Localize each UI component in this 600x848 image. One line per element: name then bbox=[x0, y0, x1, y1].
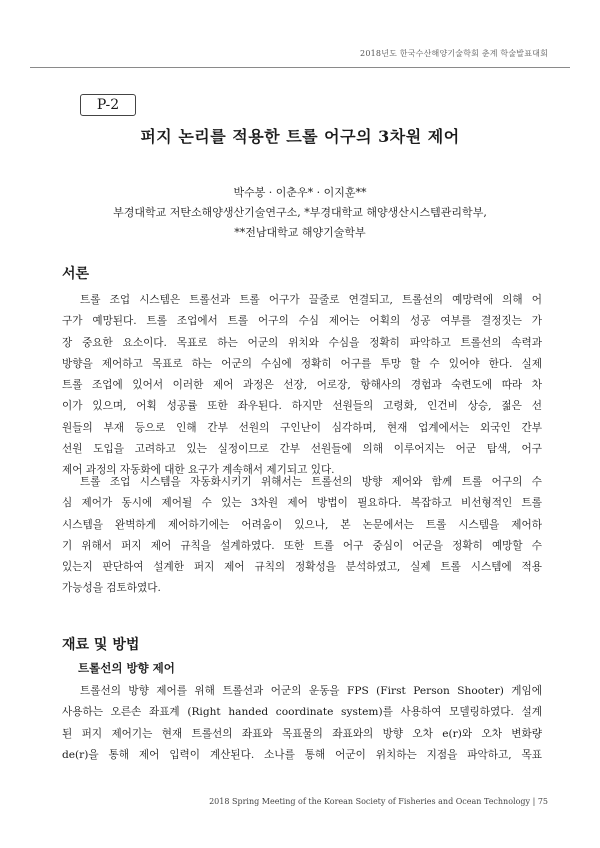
text-line: 가능성을 검토하였다. bbox=[62, 582, 161, 595]
text-line: 방향을 제어하고 목표로 하는 어군의 수심에 정확히 어구를 투망 할 수 있어야 한다. 실제 bbox=[62, 357, 542, 370]
text-line: 이가 있으며, 어획 성공률 또한 좌우된다. 하지만 선원들의 고령화, 인건비 상승, 젊은 선 bbox=[62, 400, 542, 413]
author-names: 박수봉 · 이춘우* · 이지훈** bbox=[233, 186, 367, 199]
affiliation-line-2: **전남대학교 해양기술학부 bbox=[234, 226, 366, 239]
intro-paragraph-1 bbox=[62, 290, 542, 482]
intro-paragraph-2 bbox=[62, 472, 542, 600]
text-line: 장 중요한 요소이다. 목표로 하는 어군의 위치와 수심을 정확히 파악하고 트롤선의 속력과 bbox=[62, 336, 542, 349]
header-rule bbox=[30, 67, 570, 68]
text-line: 있는지 판단하여 설계한 퍼지 제어 규칙의 정확성을 분석하였고, 실제 트롤 시스템에 적용 bbox=[62, 561, 542, 574]
text-line: 사용하는 오른손 좌표계 (Right handed coordinate system)를 사용하여 모델링하였다. 설계 bbox=[62, 706, 542, 719]
text-line: 심 제어가 동시에 제어될 수 있는 3차원 제어 방법이 필요하다. 복잡하고 비선형적인 트롤 bbox=[62, 497, 542, 510]
running-head: 2018년도 한국수산해양기술학회 춘계 학술발표대회 bbox=[360, 49, 548, 58]
text-line: 구가 예망된다. 트롤 조업에서 트롤 어구의 수심 제어는 어획의 성공 여부를 결정짓는 가 bbox=[62, 315, 542, 328]
section-heading-introduction: 서론 bbox=[62, 266, 90, 282]
paper-title: 퍼지 논리를 적용한 트롤 어구의 3차원 제어 bbox=[140, 127, 460, 146]
text-line: 원들의 부재 등으로 인해 간부 선원의 구인난이 심각하며, 현재 업계에서는 외국인 간부 bbox=[62, 421, 542, 434]
section-heading-materials-methods: 재료 및 방법 bbox=[62, 637, 140, 653]
text-line: 트롤선의 방향 제어를 위해 트롤선과 어군의 운동을 FPS (First Person Shooter) 게임에 bbox=[80, 685, 542, 697]
text-line: 기 위해서 퍼지 제어 규칙을 설계하였다. 또한 트롤 어구 중심이 어군을 정확히 예망할 수 bbox=[62, 539, 542, 552]
text-line: 시스템을 완벽하게 제어하기에는 어려움이 있으나, 본 논문에서는 트롤 시스템을 제어하 bbox=[62, 518, 542, 531]
author-block bbox=[0, 183, 600, 243]
text-line: 트롤 조업에 있어서 이러한 제어 과정은 선장, 어로장, 항해사의 경험과 숙련도에 따라 차 bbox=[62, 379, 542, 392]
page-footer: 2018 Spring Meeting of the Korean Society of Fisheries and Ocean Technology | 75 bbox=[209, 797, 548, 806]
text-line: de(r)을 통해 제어 입력이 계산된다. 소나를 통해 어군이 위치하는 지점을 파악하고, 목표 bbox=[62, 748, 542, 761]
affiliation-line-1: 부경대학교 저탄소해양생산기술연구소, *부경대학교 해양생산시스템관리학부, bbox=[113, 206, 487, 219]
text-line: 선원 도입을 고려하고 있는 실정이므로 간부 선원들에 의해 이루어지는 어군 탐색, 어구 bbox=[62, 443, 542, 456]
methods-paragraph-1 bbox=[62, 681, 542, 766]
text-line: 제어 과정의 자동화에 대한 요구가 계속해서 제기되고 있다. bbox=[62, 464, 335, 477]
poster-number-badge: P-2 bbox=[80, 94, 136, 116]
text-line: 트롤 조업 시스템을 자동화시키기 위해서는 트롤선의 방향 제어와 함께 트롤 어구의 수 bbox=[80, 476, 542, 488]
text-line: 트롤 조업 시스템은 트롤선과 트롤 어구가 끌줄로 연결되고, 트롤선의 예망력에 의해 어 bbox=[80, 294, 542, 306]
text-line: 된 퍼지 제어기는 현재 트롤선의 좌표와 목표물의 좌표와의 방향 오차 e(r)와 오차 변화량 bbox=[62, 727, 542, 740]
subsection-heading: 트롤선의 방향 제어 bbox=[78, 661, 175, 675]
